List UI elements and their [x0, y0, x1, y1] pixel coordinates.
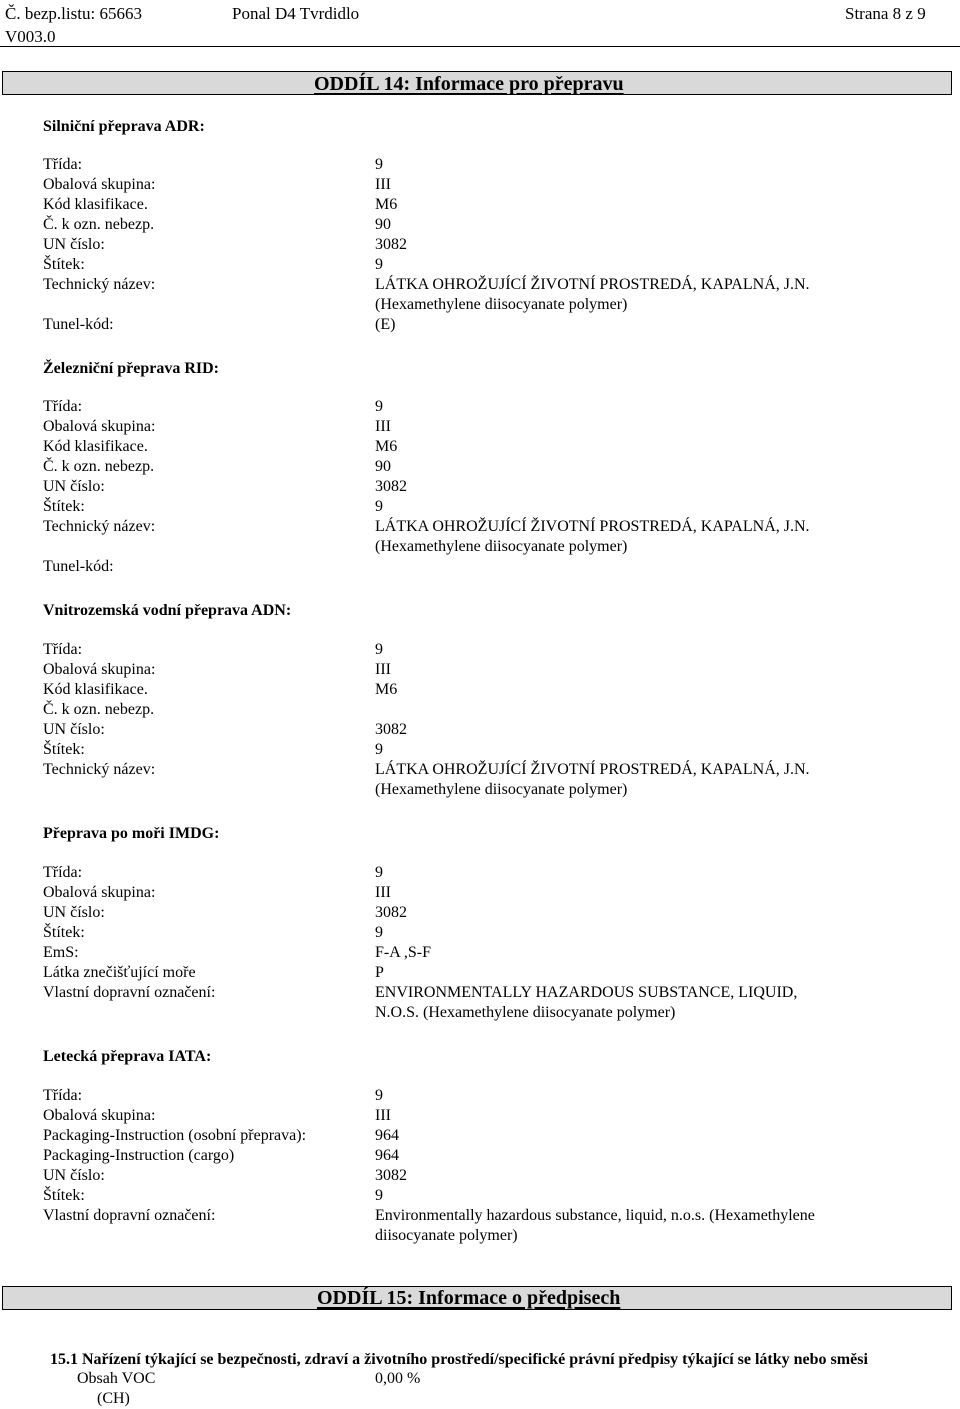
- row-label: Kód klasifikace.: [43, 196, 148, 213]
- row-value: 3082: [375, 236, 407, 253]
- row-label: Tunel-kód:: [43, 316, 114, 333]
- doc-version: V003.0: [5, 27, 56, 46]
- iata-row: [0, 1166, 960, 1186]
- adr-row: [0, 235, 960, 255]
- row-label: Třída:: [43, 641, 83, 658]
- row-value: III: [375, 884, 391, 901]
- imdg-row: [0, 983, 960, 1003]
- row-value: M6: [375, 681, 398, 698]
- adr-row: [0, 275, 960, 295]
- row-label: Technický název:: [43, 761, 156, 778]
- row-label: Obalová skupina:: [43, 1107, 156, 1124]
- rid-row: [0, 417, 960, 437]
- imdg-row: [0, 903, 960, 923]
- row-value: 964: [375, 1127, 399, 1144]
- row-value: ENVIRONMENTALLY HAZARDOUS SUBSTANCE, LIQUID,: [375, 984, 798, 1001]
- row-value: 3082: [375, 1167, 407, 1184]
- iata-row: [0, 1226, 960, 1246]
- adn-row: [0, 760, 960, 780]
- adr-row: [0, 255, 960, 275]
- page-number: Strana 8 z 9: [845, 4, 926, 23]
- row-value: 9: [375, 864, 383, 881]
- adn-row: [0, 680, 960, 700]
- product-name: Ponal D4 Tvrdidlo: [232, 4, 360, 23]
- row-value: III: [375, 176, 391, 193]
- row-value: 964: [375, 1147, 399, 1164]
- row-label: Třída:: [43, 1087, 83, 1104]
- adr-row: [0, 295, 960, 315]
- row-label: Štítek:: [43, 498, 85, 515]
- row-label: Kód klasifikace.: [43, 681, 148, 698]
- row-value: 9: [375, 641, 383, 658]
- row-label: Obalová skupina:: [43, 661, 156, 678]
- row-value: 9: [375, 156, 383, 173]
- section14-title: ODDÍL 14: Informace pro přepravu: [314, 73, 624, 95]
- row-label: Obalová skupina:: [43, 418, 156, 435]
- adr-row: [0, 155, 960, 175]
- row-value: (Hexamethylene diisocyanate polymer): [375, 781, 628, 798]
- header-divider: [0, 46, 960, 47]
- row-value: 9: [375, 498, 383, 515]
- iata-row: [0, 1106, 960, 1126]
- imdg-row: [0, 863, 960, 883]
- row-label: UN číslo:: [43, 236, 105, 253]
- row-value: 3082: [375, 721, 407, 738]
- imdg-row: [0, 943, 960, 963]
- iata-row: [0, 1146, 960, 1166]
- row-value: diisocyanate polymer): [375, 1227, 518, 1244]
- iata-row: [0, 1186, 960, 1206]
- adr-row: [0, 195, 960, 215]
- rid-row: [0, 557, 960, 577]
- adn-row: [0, 640, 960, 660]
- rid-title: Železniční přeprava RID:: [43, 360, 219, 377]
- row-label: Č. k ozn. nebezp.: [43, 701, 155, 718]
- rid-row: [0, 437, 960, 457]
- rid-row: [0, 517, 960, 537]
- adn-title: Vnitrozemská vodní přeprava ADN:: [43, 602, 292, 619]
- doc-number: Č. bezp.listu: 65663: [5, 4, 142, 23]
- row-label: Obalová skupina:: [43, 176, 156, 193]
- adr-row: [0, 215, 960, 235]
- row-label: Packaging-Instruction (osobní přeprava):: [43, 1127, 307, 1144]
- row-label: UN číslo:: [43, 1167, 105, 1184]
- row-value: 90: [375, 458, 391, 475]
- adr-row: [0, 175, 960, 195]
- row-value: 9: [375, 256, 383, 273]
- row-value: 3082: [375, 904, 407, 921]
- row-label: Technický název:: [43, 276, 156, 293]
- iata-row: [0, 1206, 960, 1226]
- adr-row: [0, 315, 960, 335]
- row-value: M6: [375, 438, 398, 455]
- adn-row: [0, 740, 960, 760]
- row-value: N.O.S. (Hexamethylene diisocyanate polymer): [375, 1004, 676, 1021]
- row-value: 9: [375, 741, 383, 758]
- row-value: 9: [375, 1087, 383, 1104]
- row-value: 9: [375, 924, 383, 941]
- rid-row: [0, 397, 960, 417]
- voc-label-country: (CH): [97, 1390, 130, 1407]
- adn-row: [0, 660, 960, 680]
- voc-label: Obsah VOC: [77, 1370, 156, 1387]
- row-label: Štítek:: [43, 741, 85, 758]
- imdg-row: [0, 923, 960, 943]
- row-label: Packaging-Instruction (cargo): [43, 1147, 235, 1164]
- row-label: UN číslo:: [43, 478, 105, 495]
- row-label: Technický název:: [43, 518, 156, 535]
- iata-title: Letecká přeprava IATA:: [43, 1048, 212, 1065]
- imdg-row: [0, 963, 960, 983]
- row-label: Č. k ozn. nebezp.: [43, 216, 155, 233]
- row-label: Štítek:: [43, 1187, 85, 1204]
- row-value: (E): [375, 316, 396, 333]
- row-value: LÁTKA OHROŽUJÍCÍ ŽIVOTNÍ PROSTREDÁ, KAPALNÁ, J.N.: [375, 276, 810, 293]
- voc-value: 0,00 %: [375, 1370, 421, 1387]
- row-value: 90: [375, 216, 391, 233]
- row-value: (Hexamethylene diisocyanate polymer): [375, 296, 628, 313]
- iata-row: [0, 1086, 960, 1106]
- adn-row: [0, 720, 960, 740]
- row-value: (Hexamethylene diisocyanate polymer): [375, 538, 628, 555]
- row-value: LÁTKA OHROŽUJÍCÍ ŽIVOTNÍ PROSTREDÁ, KAPALNÁ, J.N.: [375, 761, 810, 778]
- imdg-row: [0, 883, 960, 903]
- row-label: Vlastní dopravní označení:: [43, 1207, 216, 1224]
- row-label: EmS:: [43, 944, 79, 961]
- row-value: P: [375, 964, 384, 981]
- row-label: UN číslo:: [43, 904, 105, 921]
- row-value: Environmentally hazardous substance, liquid, n.o.s. (Hexamethylene: [375, 1207, 815, 1224]
- row-value: 3082: [375, 478, 407, 495]
- imdg-title: Přeprava po moři IMDG:: [43, 825, 220, 842]
- adn-row: [0, 700, 960, 720]
- rid-row: [0, 477, 960, 497]
- imdg-row: [0, 1003, 960, 1023]
- row-label: Kód klasifikace.: [43, 438, 148, 455]
- adr-title: Silniční přeprava ADR:: [43, 118, 205, 135]
- row-label: UN číslo:: [43, 721, 105, 738]
- rid-row: [0, 497, 960, 517]
- row-label: Štítek:: [43, 924, 85, 941]
- row-value: M6: [375, 196, 398, 213]
- row-label: Obalová skupina:: [43, 884, 156, 901]
- row-label: Třída:: [43, 398, 83, 415]
- row-label: Štítek:: [43, 256, 85, 273]
- row-value: 9: [375, 1187, 383, 1204]
- rid-row: [0, 537, 960, 557]
- row-label: Třída:: [43, 156, 83, 173]
- rid-row: [0, 457, 960, 477]
- row-value: III: [375, 1107, 391, 1124]
- section15-subheading: 15.1 Nařízení týkající se bezpečnosti, zdraví a životního prostředí/specifické právní předpisy týkající se látky nebo směsi: [50, 1351, 868, 1368]
- row-value: LÁTKA OHROŽUJÍCÍ ŽIVOTNÍ PROSTREDÁ, KAPALNÁ, J.N.: [375, 518, 810, 535]
- row-label: Tunel-kód:: [43, 558, 114, 575]
- row-value: F-A ,S-F: [375, 944, 432, 961]
- row-value: III: [375, 418, 391, 435]
- adn-row: [0, 780, 960, 800]
- row-value: 9: [375, 398, 383, 415]
- iata-row: [0, 1126, 960, 1146]
- row-label: Č. k ozn. nebezp.: [43, 458, 155, 475]
- row-label: Vlastní dopravní označení:: [43, 984, 216, 1001]
- row-label: Látka znečišťující moře: [43, 964, 196, 981]
- row-label: Třída:: [43, 864, 83, 881]
- section15-title: ODDÍL 15: Informace o předpisech: [317, 1287, 621, 1309]
- row-value: III: [375, 661, 391, 678]
